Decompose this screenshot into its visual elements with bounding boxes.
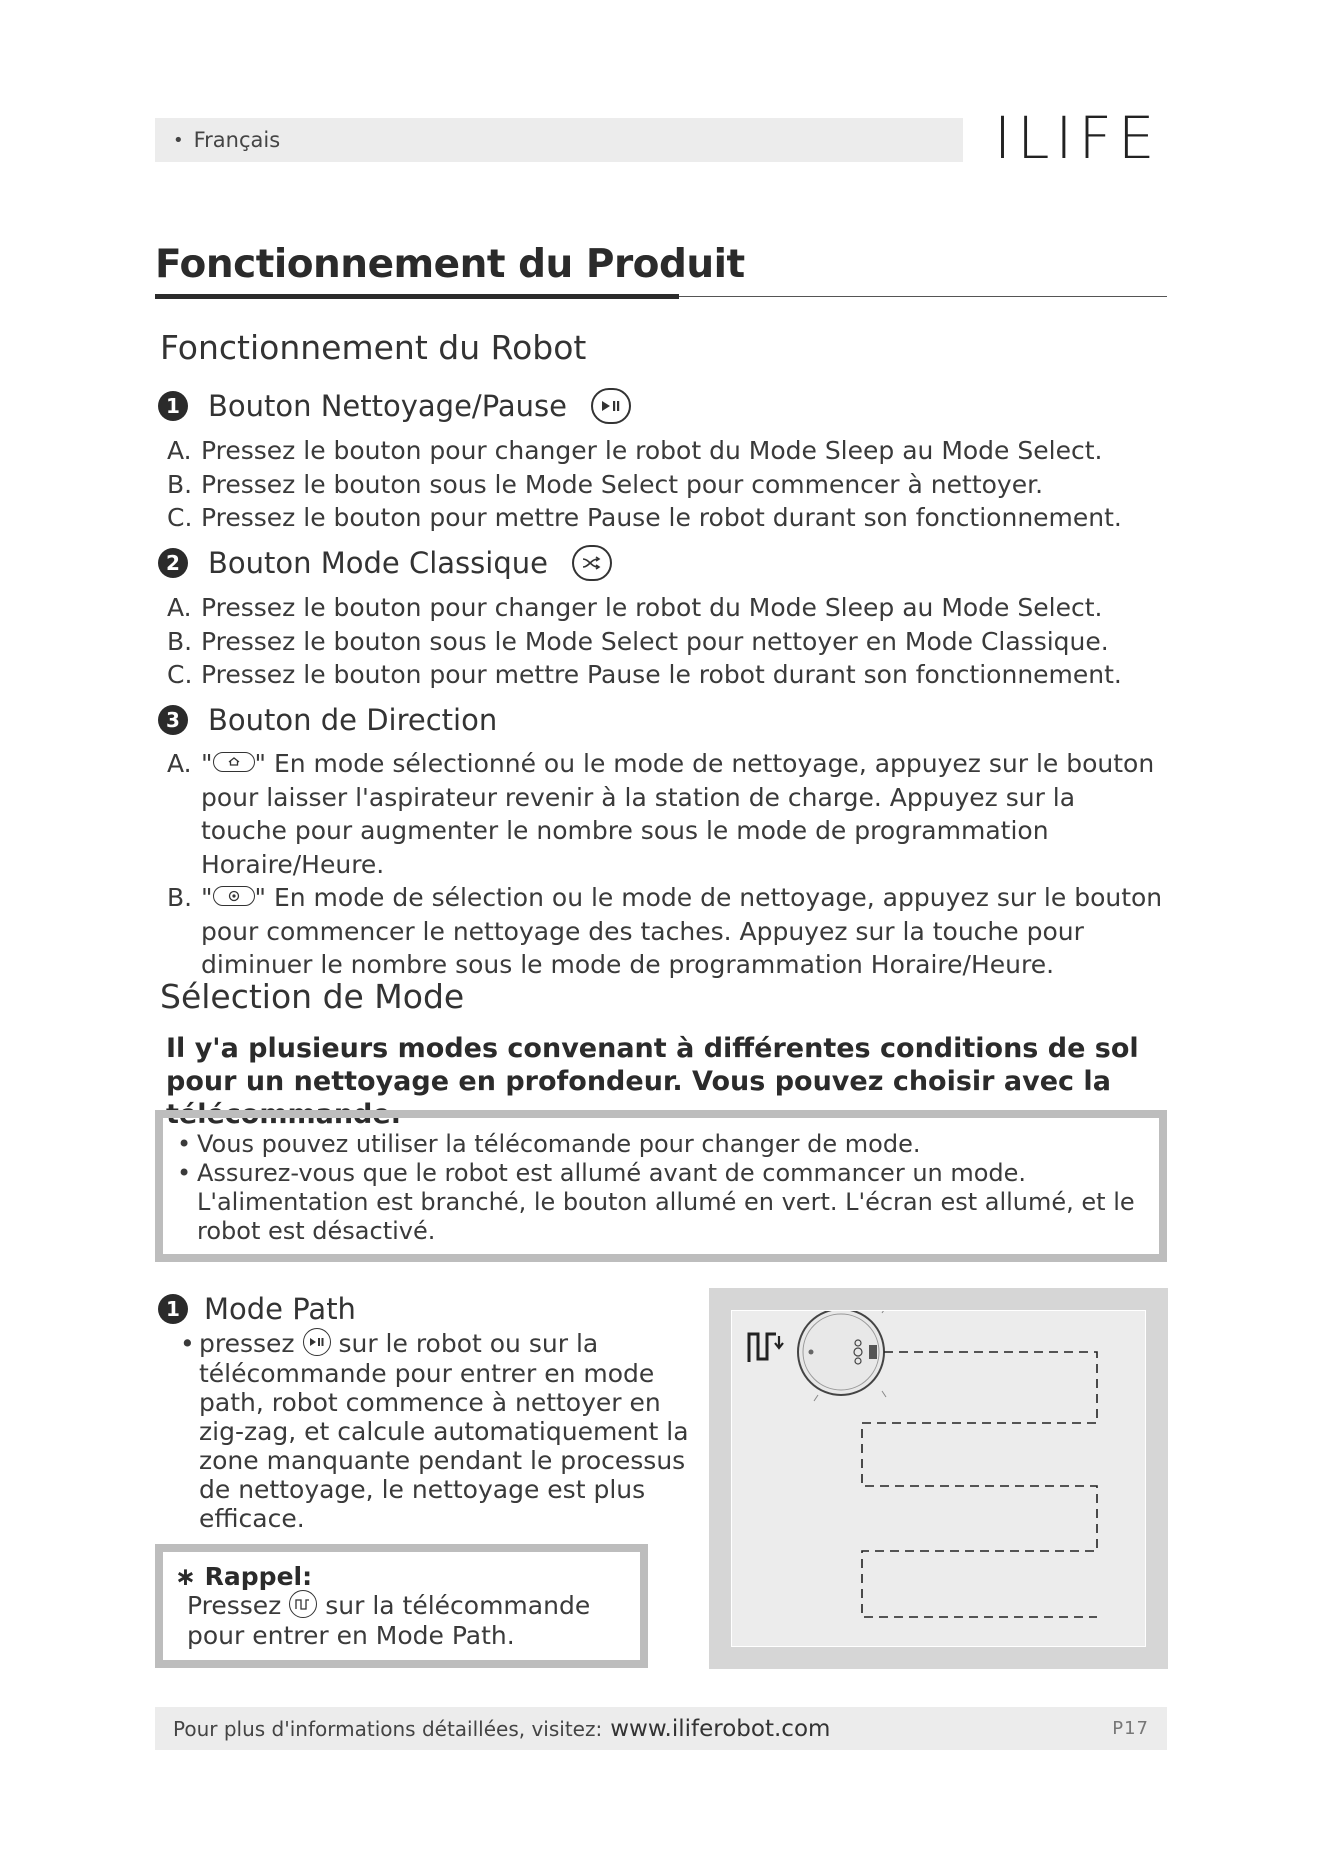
note-box bbox=[155, 1110, 1167, 1262]
button3-title: Bouton de Direction bbox=[208, 703, 498, 737]
list-item: B. Pressez le bouton sous le Mode Select pour nettoyer en Mode Classique. bbox=[167, 626, 1109, 656]
footer-text: Pour plus d'informations détaillées, visitez: bbox=[173, 1716, 603, 1741]
bullet: • bbox=[173, 129, 184, 151]
play-pause-icon bbox=[303, 1328, 331, 1356]
step-number-badge: 1 bbox=[158, 391, 188, 421]
path-mode-title: Mode Path bbox=[204, 1292, 356, 1326]
mode-section-title: Sélection de Mode bbox=[160, 977, 465, 1016]
play-pause-icon bbox=[591, 388, 631, 424]
list-item: C. Pressez le bouton pour mettre Pause le robot durant son fonctionnement. bbox=[167, 660, 1122, 689]
shuffle-icon bbox=[572, 545, 612, 581]
button1-heading bbox=[158, 388, 631, 424]
button2-heading bbox=[158, 545, 612, 581]
step-number-badge: 2 bbox=[158, 548, 188, 578]
list-item: A. Pressez le bouton pour changer le robot du Mode Sleep au Mode Select. bbox=[167, 593, 1103, 622]
list-item: B. " " En mode de sélection ou le mode de nettoyage, appuyez sur le bouton pour commencer le nettoyage des taches. Appuyez sur la touche pour diminuer le nombre sous le mode de programmation Horaire/Heure. bbox=[167, 883, 1163, 979]
button1-list bbox=[167, 434, 1122, 535]
path-mode-diagram bbox=[709, 1288, 1168, 1669]
path-mode-icon bbox=[289, 1590, 317, 1618]
path-mode-heading bbox=[158, 1292, 356, 1326]
note-item: • Vous pouvez utiliser la télécomande pour changer de mode. bbox=[177, 1130, 921, 1158]
path-mode-description: • pressez sur le robot ou sur la télécommande pour entrer en mode path, robot commence à nettoyer en zig-zag, et calcule automatiquement la zone manquante pendant le processus de nettoyage, le nettoyage est plus efficace. bbox=[180, 1329, 689, 1533]
button1-title: Bouton Nettoyage/Pause bbox=[208, 389, 567, 423]
language-label: Français bbox=[193, 128, 281, 152]
brand-logo: ILIFE bbox=[994, 104, 1161, 172]
reminder-box: ∗ Rappel: Pressez sur la télécommande pour entrer en Mode Path. bbox=[155, 1544, 648, 1668]
button3-heading bbox=[158, 703, 497, 737]
step-number-badge: 3 bbox=[158, 705, 188, 735]
language-bar bbox=[155, 118, 963, 162]
note-item: • Assurez-vous que le robot est allumé avant de commancer un mode. bbox=[177, 1159, 1027, 1187]
note-continuation: L'alimentation est branché, le bouton allumé en vert. L'écran est allumé, et le robot est désactivé. bbox=[197, 1188, 1135, 1245]
page-title: Fonctionnement du Produit bbox=[155, 242, 745, 287]
button3-list bbox=[167, 747, 1167, 982]
robot-section-title: Fonctionnement du Robot bbox=[160, 328, 587, 367]
website-link[interactable]: www.iliferobot.com bbox=[610, 1715, 831, 1742]
diagram-panel bbox=[731, 1310, 1146, 1647]
path-mode-icon bbox=[749, 1334, 783, 1362]
reminder-title: ∗ Rappel: bbox=[175, 1562, 313, 1591]
page-number: P17 bbox=[1112, 1718, 1149, 1739]
page-footer bbox=[155, 1707, 1167, 1750]
title-underline bbox=[155, 294, 679, 299]
list-item: A. Pressez le bouton pour changer le robot du Mode Sleep au Mode Select. bbox=[167, 436, 1103, 465]
list-item: C. Pressez le bouton pour mettre Pause le robot durant son fonctionnement. bbox=[167, 503, 1122, 532]
zigzag-path-illustration bbox=[732, 1311, 1147, 1648]
button2-title: Bouton Mode Classique bbox=[208, 546, 548, 580]
step-number-badge: 1 bbox=[158, 1294, 188, 1324]
list-item: B. Pressez le bouton sous le Mode Select pour commencer à nettoyer. bbox=[167, 469, 1044, 499]
button2-list bbox=[167, 591, 1122, 692]
fan-down-icon bbox=[213, 886, 255, 906]
mode-intro: Il y'a plusieurs modes convenant à différentes conditions de sol pour un nettoyage en profondeur. Vous pouvez choisir avec la télécommande. bbox=[166, 1033, 1139, 1130]
list-item: A. " " En mode sélectionné ou le mode de nettoyage, appuyez sur le bouton pour laisser l'aspirateur revenir à la station de charge. Appuyez sur la touche pour augmenter le nombre sous le mode de programmation Horaire/Heure. bbox=[167, 749, 1155, 879]
robot-vacuum-illustration bbox=[798, 1311, 886, 1401]
home-up-icon bbox=[213, 752, 255, 772]
zigzag-path bbox=[862, 1352, 1097, 1617]
